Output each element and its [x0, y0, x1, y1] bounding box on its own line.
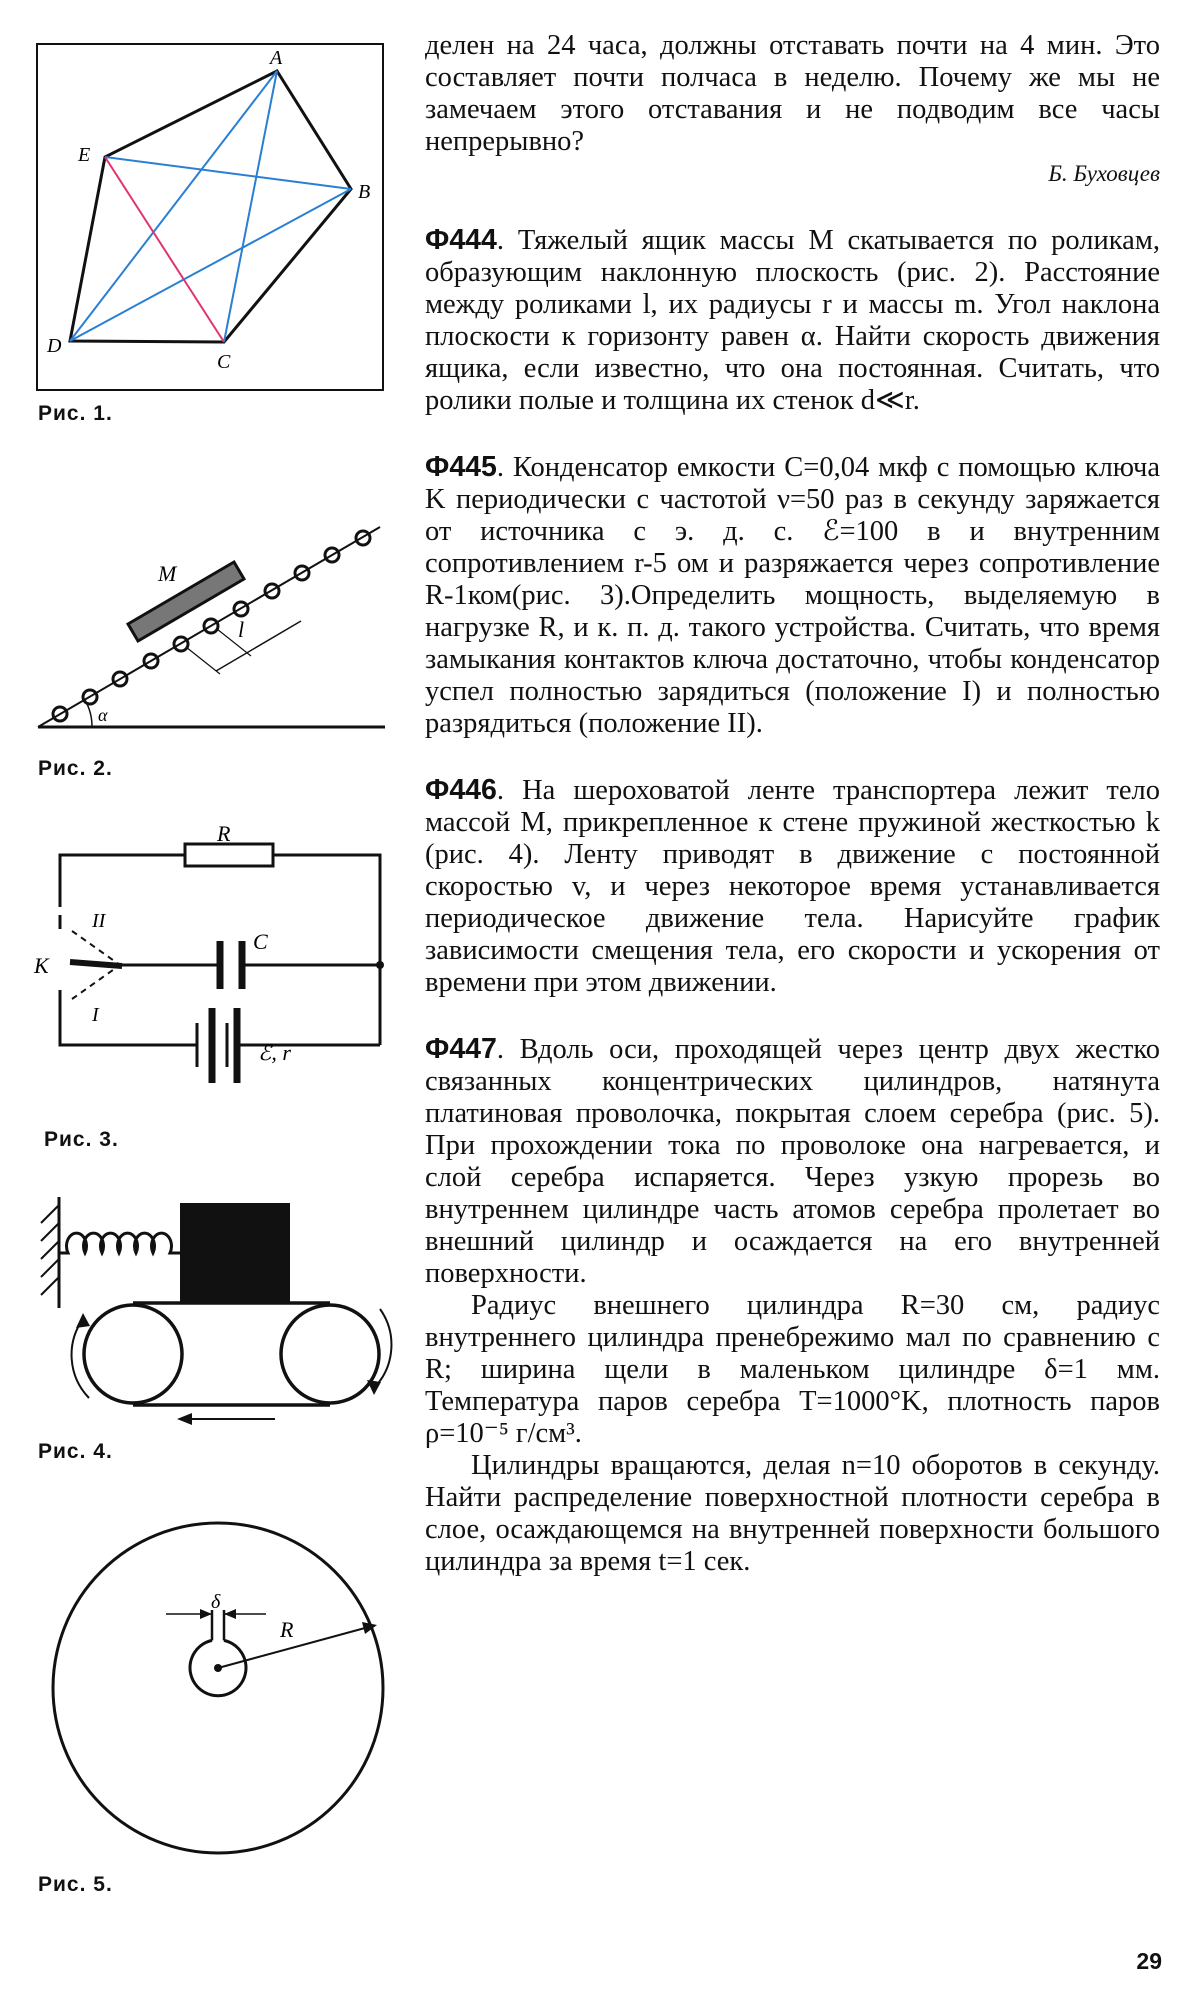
dim-ext	[186, 647, 220, 674]
diagonal-EB	[105, 157, 351, 189]
label-C: C	[253, 929, 268, 954]
outer-cylinder	[53, 1523, 383, 1853]
problem-445	[425, 451, 1160, 740]
label-II: II	[92, 910, 106, 932]
arrowhead	[367, 1380, 381, 1395]
problem-447-paragraph-2: Радиус внешнего цилиндра R=30 см, радиус внутреннего цилиндра пренебрежимо мал по сравнению с R; ширина щели в маленьком цилиндре δ=1 мм. Температура паров серебра T=1000°K, плотность паров ρ=10⁻⁵ г/см³.	[425, 1290, 1160, 1449]
figure-4	[30, 1193, 400, 1433]
figure-3	[30, 825, 400, 1130]
rotation-arrow-right	[374, 1309, 391, 1388]
battery	[197, 1008, 237, 1083]
label-R: R	[280, 1617, 294, 1642]
arrowhead	[224, 1609, 236, 1619]
figure-1-frame	[37, 44, 383, 390]
roller-right	[281, 1305, 379, 1403]
junction-dot	[376, 961, 384, 969]
spring-k	[59, 1233, 180, 1253]
figure-3-caption: Рис. 3.	[44, 1128, 119, 1151]
problem-text: . Тяжелый ящик массы M скатывается по роликам, образующим наклонную плоскость (рис. 2). Расстояние между роликами l, их радиусы r и массы m. Угол наклона плоскости к горизонту равен α. Найти скорость движения ящика, если известно, что она постоянная. Считать, что ролики полые и толщина их стенок d≪r.	[425, 225, 1160, 416]
problem-447-paragraph-3: Цилиндры вращаются, делая n=10 оборотов в секунду. Найти распределение поверхностной плотности серебра в слое, осаждающемся на внутренней поверхности большого цилиндра за время t=1 сек.	[425, 1450, 1160, 1577]
label-delta: δ	[211, 1591, 221, 1613]
problem-id: Ф447	[425, 1033, 497, 1065]
arrowhead	[177, 1413, 192, 1425]
wire	[60, 855, 185, 907]
label-I: I	[92, 1004, 99, 1026]
spacing-dimension	[216, 621, 301, 671]
wire	[273, 855, 380, 1045]
problem-text: . Вдоль оси, проходящей через центр двух жестко связанных концентрических цилиндров, натянута платиновая проволочка, покрытая слоем серебра (рис. 5). При прохождении тока по проволоке она нагревается, и слой серебра испаряется. Через узкую прорезь во внутреннем цилиндре часть атомов серебра пролетает во внешний цилиндр и осаждается на его внутренней поверхности.	[425, 1034, 1160, 1289]
problem-id: Ф446	[425, 774, 497, 806]
problem-text: . На шероховатой ленте транспортера лежит тело массой M, прикрепленное к стене пружиной жесткостью k (рис. 4). Ленту приводят в движение с постоянной скоростью v, и через некоторое время устанавливается периодическое движение тела. Нарисуйте график зависимости смещения тела, его скорости и ускорения от времени при этом движении.	[425, 775, 1160, 998]
author-signature: Б. Буховцев	[1048, 161, 1160, 186]
label-emf: ℰ, r	[258, 1040, 291, 1065]
arrowhead	[76, 1313, 90, 1328]
dim-ext	[217, 629, 251, 656]
figure-4-caption: Рис. 4.	[38, 1440, 113, 1463]
problem-447	[425, 1033, 1160, 1290]
wire	[60, 990, 197, 1045]
label-E: E	[78, 144, 91, 166]
problem-id: Ф445	[425, 451, 497, 483]
figure-2	[30, 505, 400, 750]
key-K[interactable]	[70, 962, 122, 966]
rotation-arrow-left	[72, 1319, 89, 1398]
diagonal-EC	[105, 157, 224, 342]
box-M	[128, 562, 244, 641]
intro-paragraph: делен на 24 часа, должны отставать почти на 4 мин. Это составляет почти полчаса в неделю. Почему же мы не замечаем этого отставания и не подводим все часы непрерывно?	[425, 30, 1160, 157]
page-number: 29	[1136, 1948, 1162, 1974]
diagonal-AD	[70, 71, 277, 341]
label-R: R	[217, 825, 231, 846]
label-M: M	[158, 561, 177, 586]
label-A: A	[270, 47, 283, 69]
incline-axis	[38, 527, 380, 727]
label-alpha: α	[98, 705, 108, 725]
figure-1	[30, 38, 390, 398]
label-D: D	[47, 335, 62, 357]
wall-hatching	[41, 1205, 59, 1295]
label-B: B	[358, 181, 371, 203]
figure-5	[30, 1518, 400, 1868]
problem-text: . Конденсатор емкости C=0,04 мкф с помощью ключа K периодически с частотой ν=50 раз в секунду заряжается от источника с э. д. с. ℰ=100 в и внутренним сопротивлением r-5 ом и разряжается через сопротивление R-1ком(рис. 3).Определить мощность, выделяемую в нагрузке R, и к. п. д. такого устройства. Считать, что время замыкания контактов ключа достаточно, чтобы конденсатор успел полностью зарядиться (положение I) и полностью разрядиться (положение II).	[425, 452, 1160, 739]
resistor-R	[185, 844, 273, 866]
figure-1-caption: Рис. 1.	[38, 402, 113, 425]
body-M	[180, 1203, 290, 1303]
label-C: C	[217, 351, 231, 373]
pentagon-outline	[70, 71, 351, 342]
figure-2-caption: Рис. 2.	[38, 757, 113, 780]
label-l: l	[238, 617, 245, 642]
text-column	[425, 30, 1160, 1578]
problem-446	[425, 774, 1160, 999]
problem-444	[425, 224, 1160, 417]
label-K: K	[34, 953, 49, 978]
diagonal-BD	[70, 189, 351, 341]
key-pos-I	[72, 965, 120, 999]
roller-left	[84, 1305, 182, 1403]
figure-5-caption: Рис. 5.	[38, 1873, 113, 1896]
diagonal-AC	[224, 71, 277, 342]
problem-id: Ф444	[425, 224, 497, 256]
